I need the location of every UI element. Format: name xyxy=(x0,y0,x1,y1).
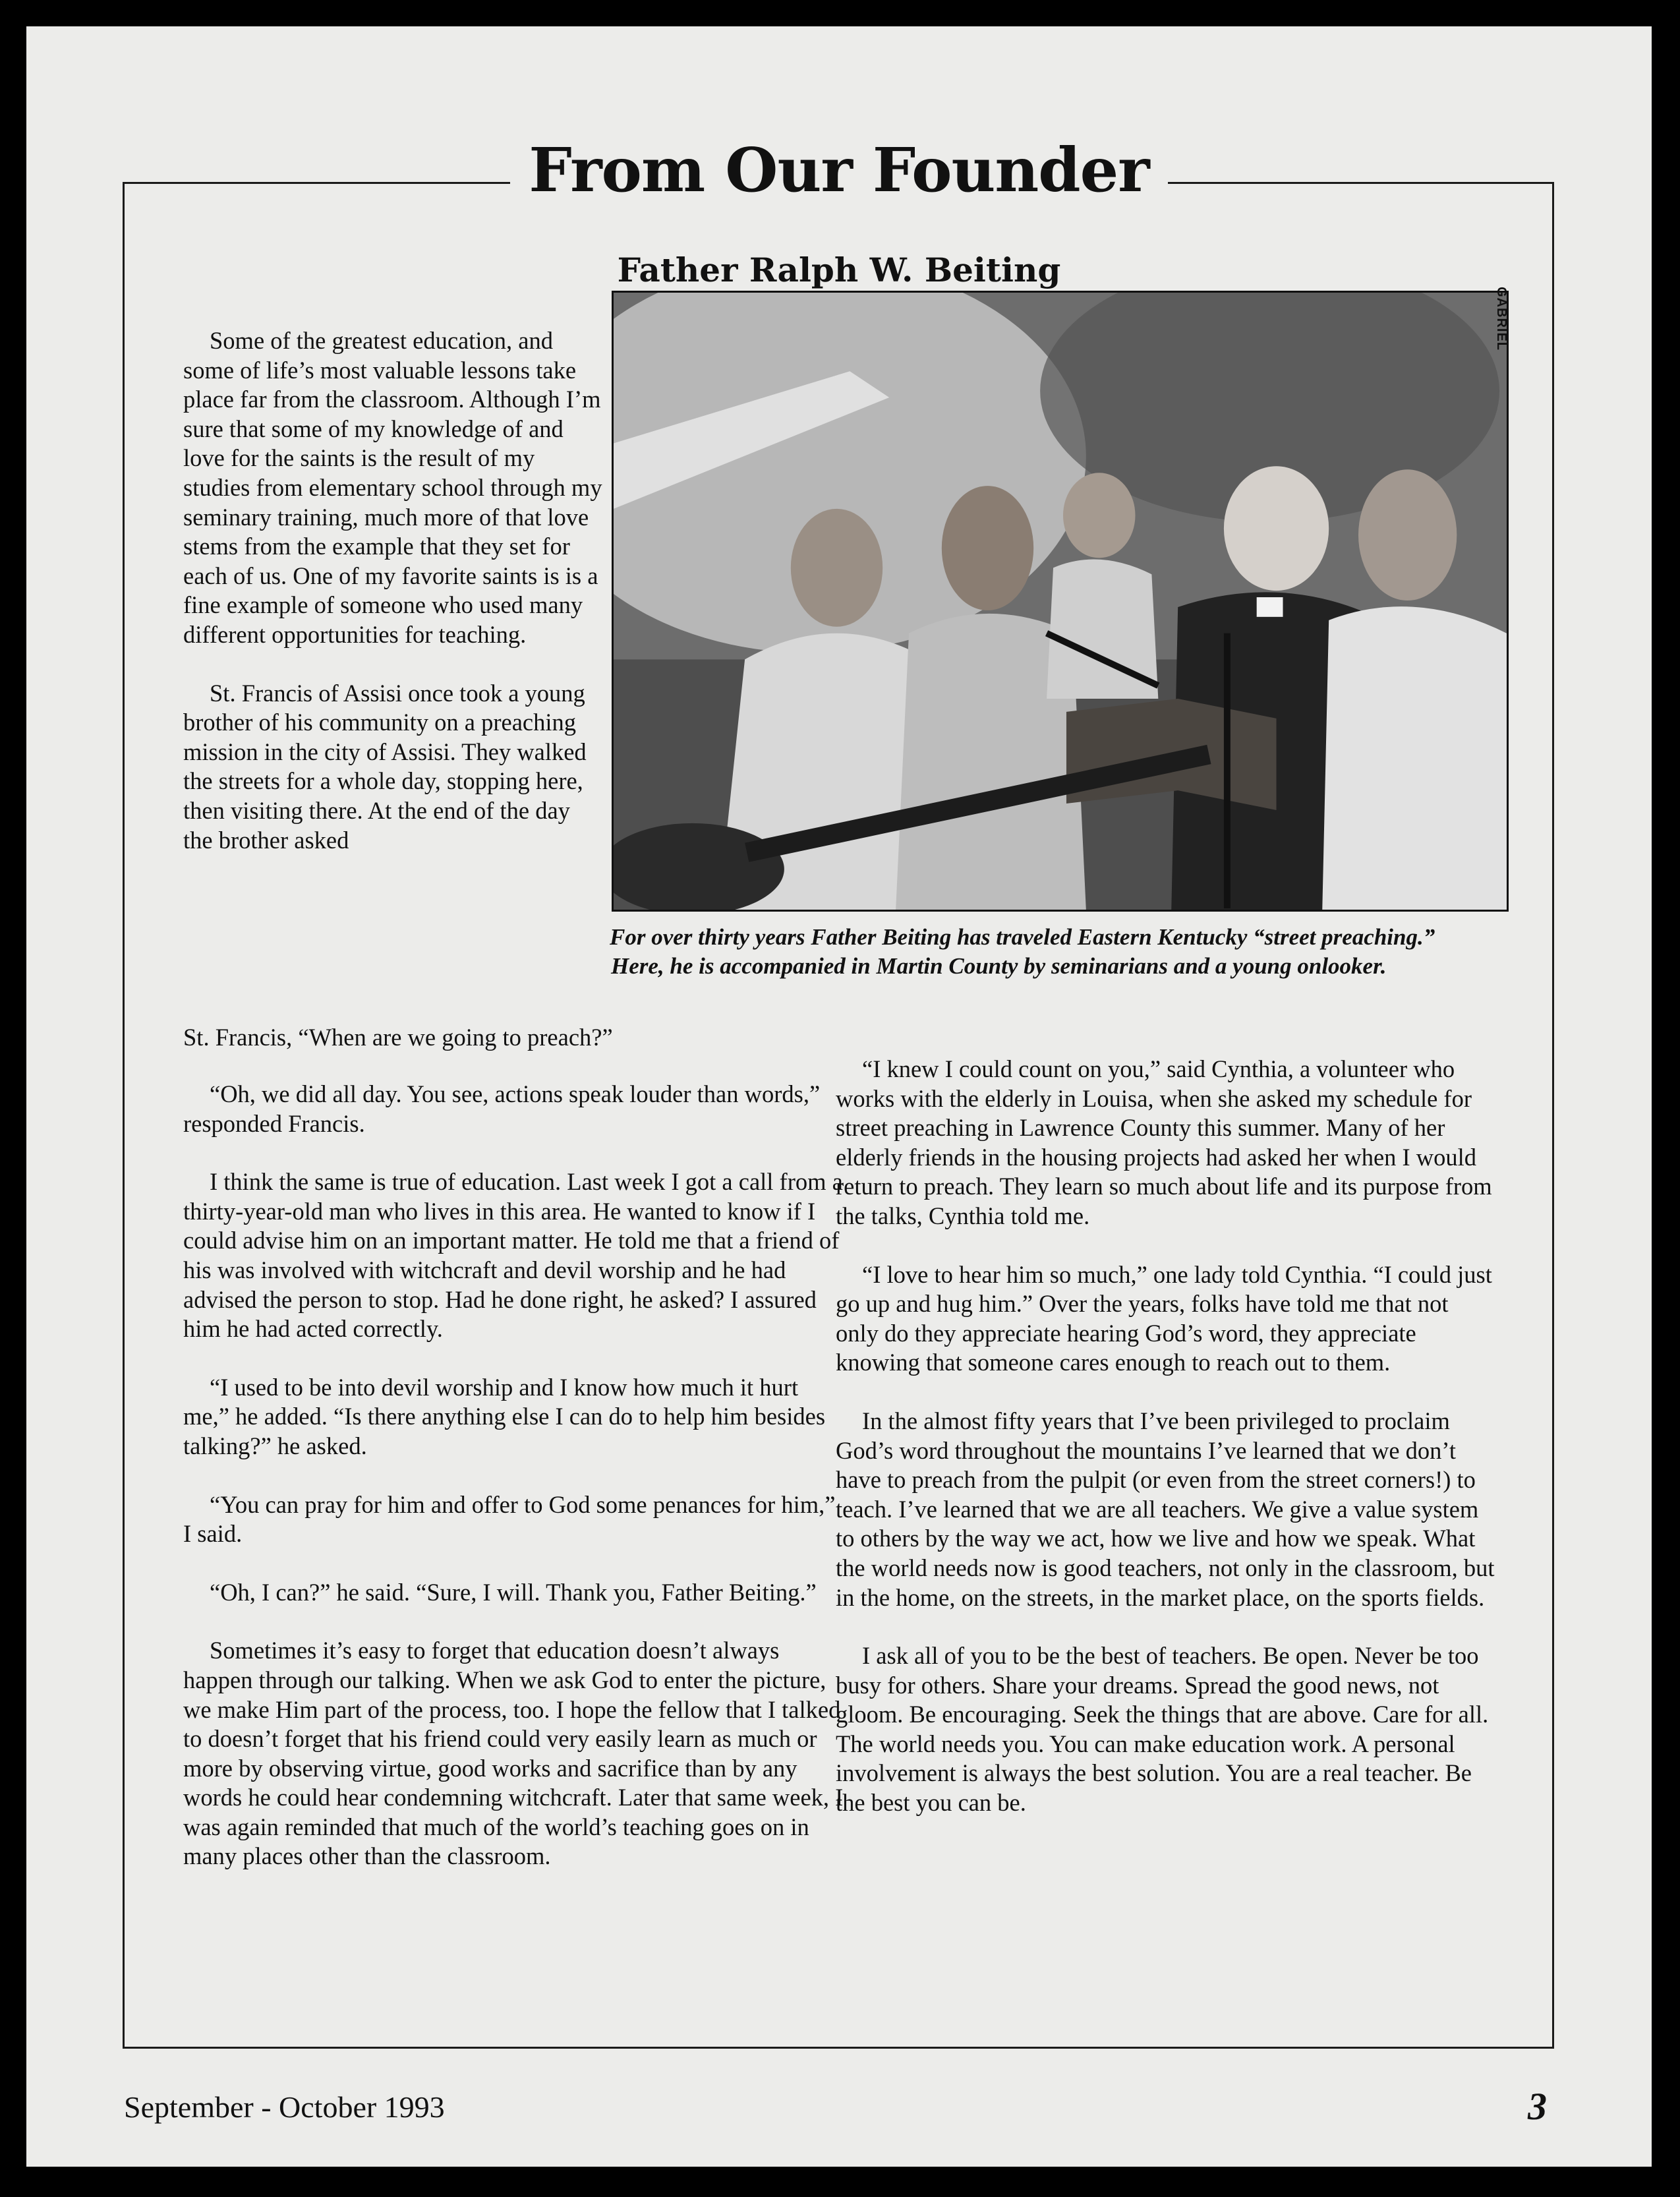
paragraph: In the almost fifty years that I’ve been privileged to proclaim God’s word throughout the mountains I’ve learned that we don’t have to preach from the pulpit (or even from the street corners!) to teach. I’ve learned that we are all teachers. We give a value system to others by the way we act, how we live and how we speak. What the world needs now is good teachers, not only in the classroom, but in the home, on the streets, in the market place, on the sports fields. xyxy=(836,1407,1495,1611)
photo-caption xyxy=(610,923,1532,981)
paragraph: “Oh, I can?” he said. “Sure, I will. Thank you, Father Beiting.” xyxy=(210,1578,817,1606)
paragraph: St. Francis of Assisi once took a young brother of his community on a preaching mission in the city of Assisi. They walked the streets for a whole day, stopping here, then visiting there. At the end of the day the brother asked xyxy=(183,679,587,854)
paragraph: “Oh, we did all day. You see, actions speak louder than words,” responded Francis. xyxy=(183,1080,821,1137)
caption-line: Here, he is accompanied in Martin County by seminarians and a young onlooker. xyxy=(611,953,1387,979)
caption-line: For over thirty years Father Beiting has traveled Eastern Kentucky “street preaching.” xyxy=(610,924,1435,950)
paragraph: I think the same is true of education. Last week I got a call from a thirty-year-old man who lives in this area. He wanted to know if I could advise him on an important matter. He told me that a friend of his was involved with witchcraft and devil worship and he had advised the person to stop. Had he done right, he asked? I assured him he had acted correctly. xyxy=(183,1168,843,1343)
paragraph-end-line: St. Francis, “When are we going to preach?” xyxy=(183,1024,613,1051)
paragraph: I ask all of you to be the best of teachers. Be open. Never be too busy for others. Share your dreams. Spread the good news, not gloom. Be encouraging. Seek the things that are above. Care for all. The world needs you. You can make education work. A personal involvement is always the best solution. You are a real teacher. Be the best you can be. xyxy=(836,1642,1489,1817)
magazine-page xyxy=(26,26,1652,2167)
page-number: 3 xyxy=(1528,2085,1547,2128)
right-column xyxy=(836,1055,1495,1847)
page-title-text: From Our Founder xyxy=(510,134,1167,206)
issue-date: September - October 1993 xyxy=(124,2090,445,2124)
author-byline: Father Ralph W. Beiting xyxy=(617,250,1061,289)
paragraph: “I love to hear him so much,” one lady told Cynthia. “I could just go up and hug him.” Over the years, folks have told me that not only do they appreciate hearing God’s word, they appreciate knowing that someone cares enough to reach out to them. xyxy=(836,1260,1492,1376)
street-preaching-photo xyxy=(612,291,1509,912)
paragraph: Some of the greatest education, and some of life’s most valuable lessons take place far from the classroom. Although I’m sure that some of my knowledge of and love for the saints is the result of my studies from elementary school through my seminary training, much more of that love stems from the example that they set for each of us. One of my favorite saints is is a fine example of someone who used many different opportunities for teaching. xyxy=(183,327,602,648)
paragraph: “You can pray for him and offer to God some penances for him,” I said. xyxy=(183,1490,836,1548)
photo-credit: GABRIEL xyxy=(1494,287,1509,351)
paragraph: “I knew I could count on you,” said Cynthia, a volunteer who works with the elderly in Louisa, when she asked my schedule for street preaching in Lawrence County this summer. Many of her elderly friends in the housing projects had asked her when I would return to preach. They learn so much about life and its purpose from the talks, Cynthia told me. xyxy=(836,1055,1492,1229)
intro-column xyxy=(183,326,605,855)
page-title xyxy=(26,134,1652,206)
paragraph: Sometimes it’s easy to forget that education doesn’t always happen through our talking. When we ask God to enter the picture, we make Him part of the process, too. I hope the fellow that I talked to doesn’t forget that his friend could very easily learn as much or more by observing virtue, good works and sacrifice than by any words he could hear condemning witchcraft. Later that same week, I was again reminded that much of the world’s teaching goes on in many places other than the classroom. xyxy=(183,1637,844,1870)
photo-illustration xyxy=(614,293,1507,910)
paragraph: “I used to be into devil worship and I know how much it hurt me,” he added. “Is there anything else I can do to help him besides talking?” he asked. xyxy=(183,1373,826,1459)
left-column xyxy=(183,1080,846,1900)
